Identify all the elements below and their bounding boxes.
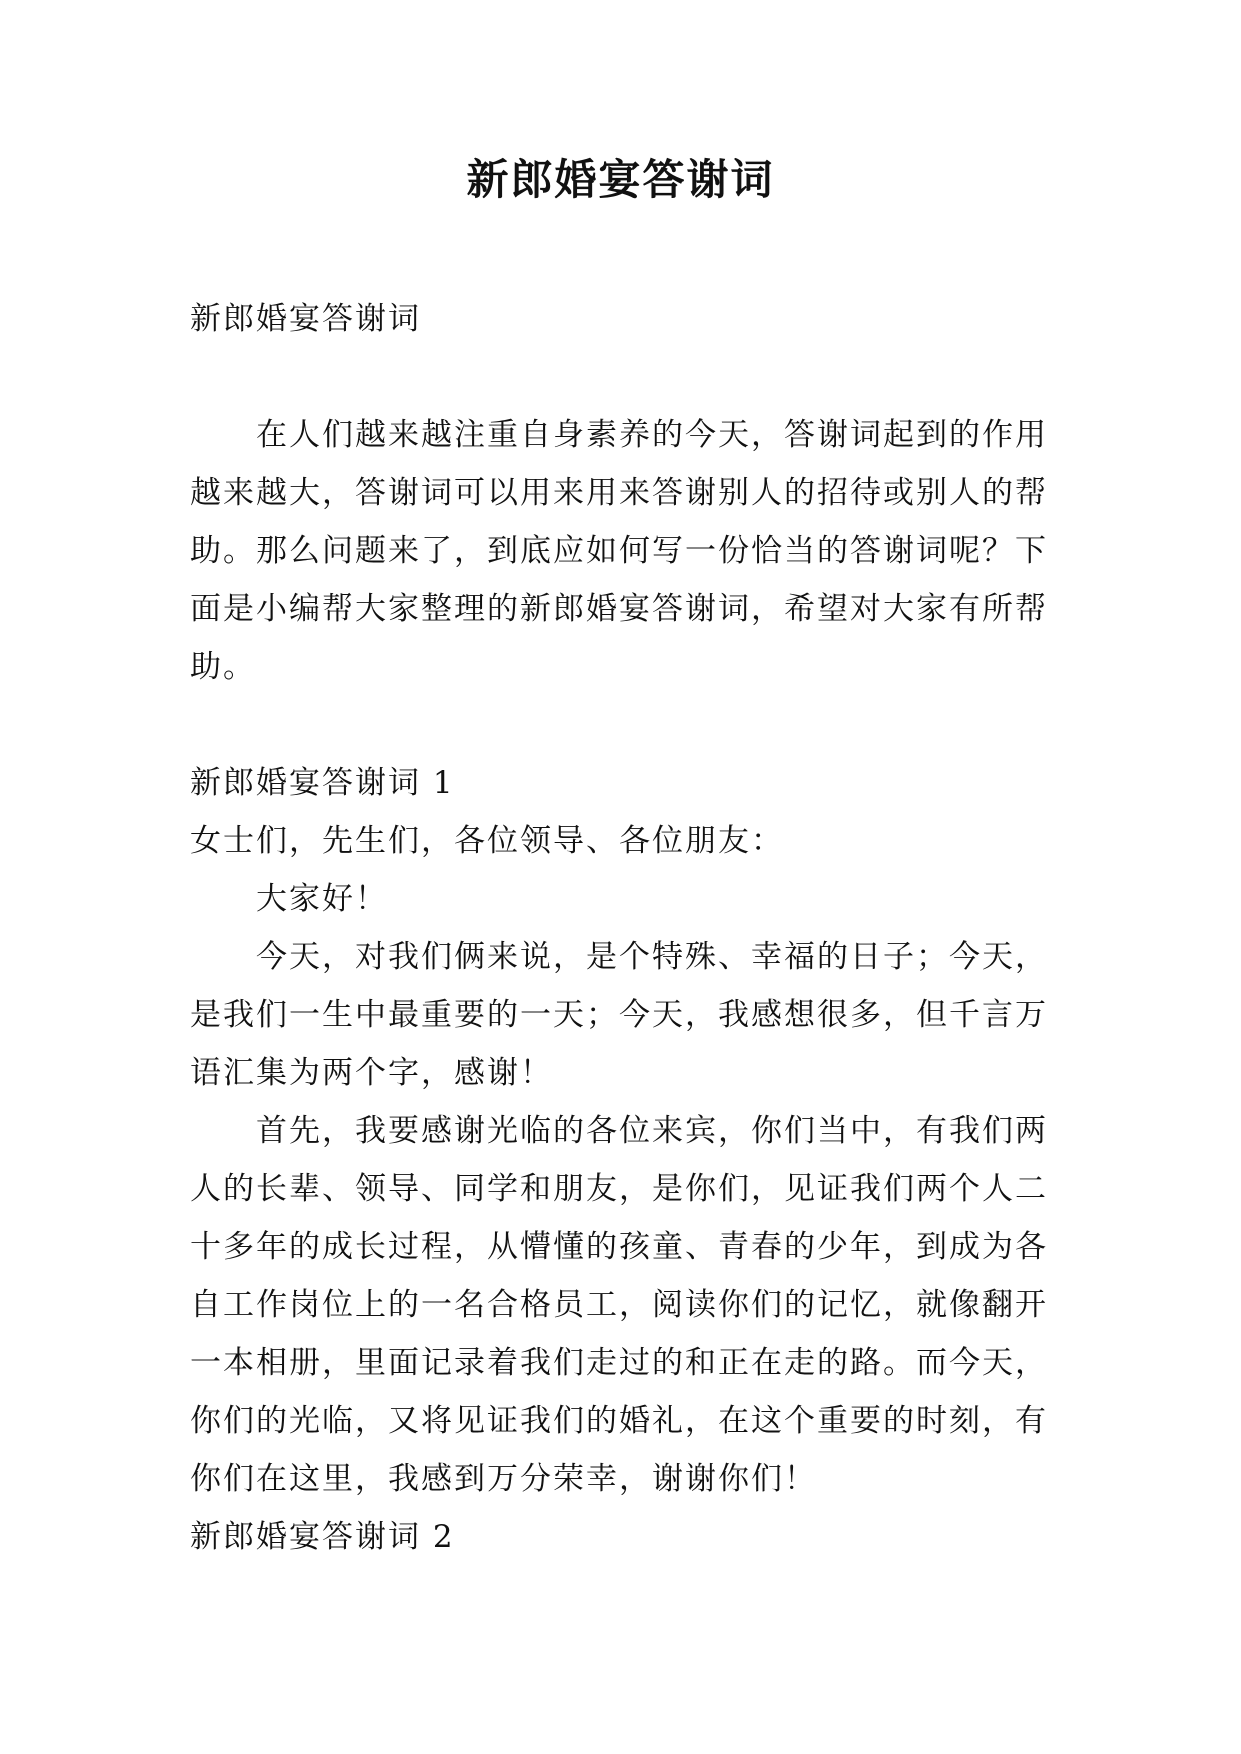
document-body [190, 290, 1050, 1566]
paragraph-line: 一本相册，里面记录着我们走过的和正在走的路。而今天， [190, 1345, 1048, 1381]
paragraph-line: 自工作岗位上的一名合格员工，阅读你们的记忆，就像翻开 [190, 1287, 1048, 1323]
paragraph-line: 十多年的成长过程，从懵懂的孩童、青春的少年，到成为各 [190, 1229, 1048, 1265]
intro-line: 在人们越来越注重自身素养的今天，答谢词起到的作用 [256, 417, 1048, 453]
paragraph-line: 人的长辈、领导、同学和朋友，是你们，见证我们两个人二 [190, 1171, 1048, 1207]
paragraph-line: 今天，对我们俩来说，是个特殊、幸福的日子；今天， [256, 939, 1048, 975]
paragraph-line: 首先，我要感谢光临的各位来宾，你们当中，有我们两 [256, 1113, 1048, 1149]
document-title: 新郎婚宴答谢词 [466, 155, 775, 204]
salutation-line: 女士们，先生们，各位领导、各位朋友： [190, 823, 784, 859]
spacer [190, 348, 1050, 406]
paragraph-line: 是我们一生中最重要的一天；今天，我感想很多，但千言万 [190, 997, 1048, 1033]
intro-line: 面是小编帮大家整理的新郎婚宴答谢词，希望对大家有所帮 [190, 591, 1048, 627]
greeting-line: 大家好！ [256, 881, 388, 917]
spacer [190, 696, 1050, 754]
intro-line: 越来越大，答谢词可以用来用来答谢别人的招待或别人的帮 [190, 475, 1048, 511]
paragraph-line: 你们在这里，我感到万分荣幸，谢谢你们！ [190, 1461, 817, 1497]
section-heading: 新郎婚宴答谢词 1 [190, 765, 455, 801]
section-heading: 新郎婚宴答谢词 [190, 301, 421, 337]
section-heading: 新郎婚宴答谢词 2 [190, 1519, 455, 1555]
intro-line: 助。 [190, 649, 256, 685]
paragraph-line: 语汇集为两个字，感谢！ [190, 1055, 553, 1091]
intro-line: 助。那么问题来了，到底应如何写一份恰当的答谢词呢？下 [190, 533, 1048, 569]
paragraph-line: 你们的光临，又将见证我们的婚礼，在这个重要的时刻，有 [190, 1403, 1048, 1439]
